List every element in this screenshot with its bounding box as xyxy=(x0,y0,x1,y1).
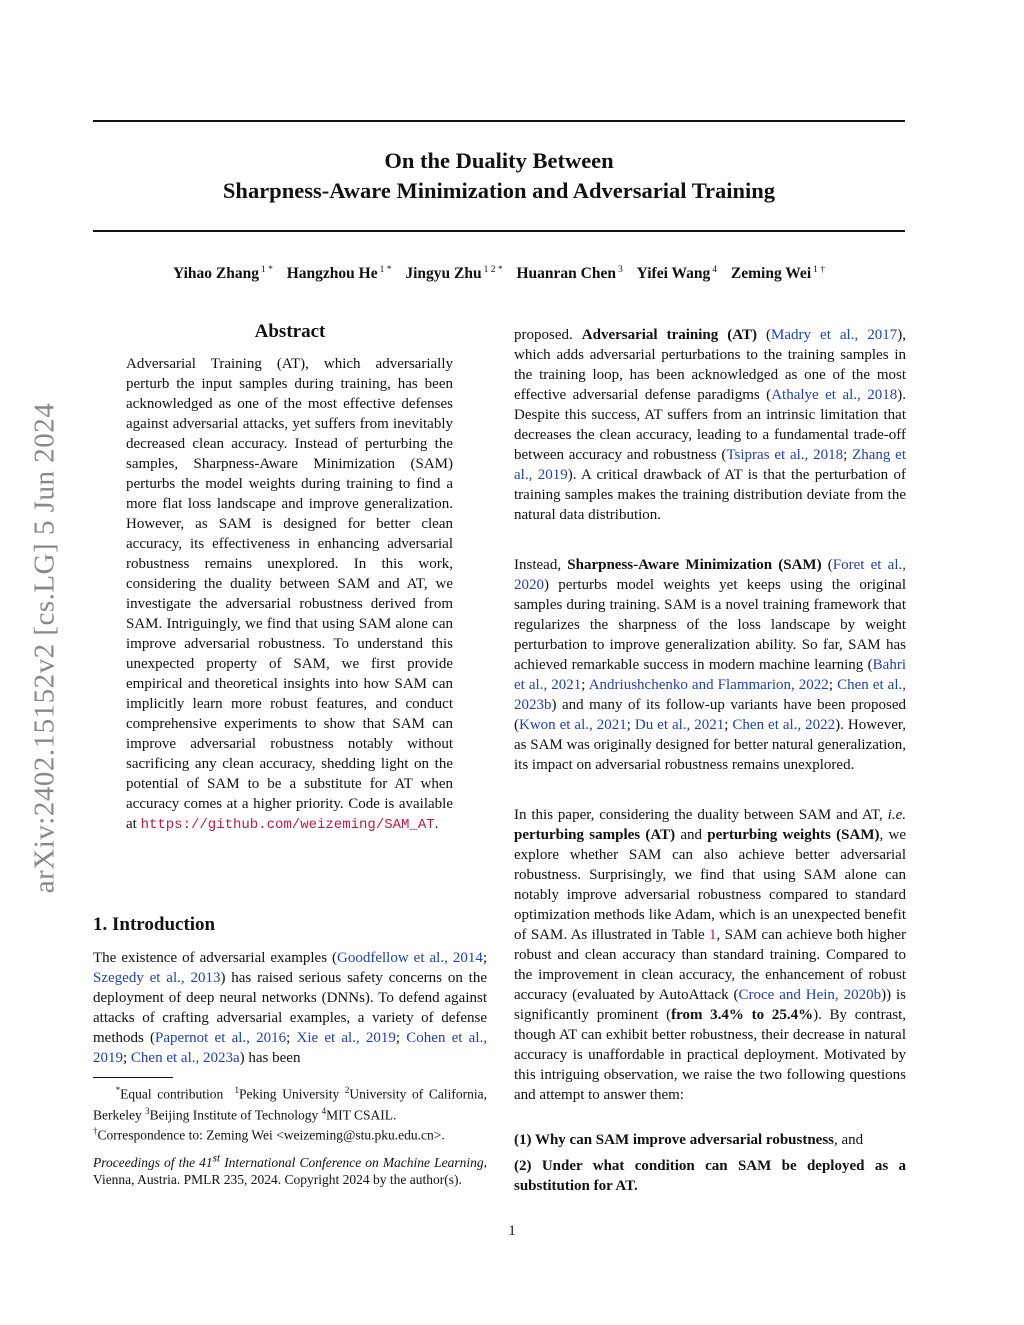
author-affiliation-marks: 4 xyxy=(712,265,718,275)
text: ; xyxy=(724,717,733,733)
research-question-2 xyxy=(514,1156,906,1196)
bold-text: from 3.4% to 25.4% xyxy=(671,1007,814,1023)
text: The existence of adversarial examples ( xyxy=(93,950,338,966)
arxiv-identifier: arXiv:2402.15152v2 [cs.LG] 5 Jun 2024 xyxy=(28,402,61,894)
bold-text: Sharpness-Aware Minimization (SAM) xyxy=(567,557,822,573)
text: , we explore whether SAM can also achieve better adversarial robustness. Surprisingly, we find that using SAM alone can notably improve adversarial robustness compared to standard optimization methods like Adam, which is an unexpected benefit of SAM. As illustrated in Table xyxy=(514,827,906,943)
bold-text: (1) Why can SAM improve adversarial robustness xyxy=(514,1132,835,1148)
text: ) and many of its follow-up variants have been proposed ( xyxy=(514,697,906,733)
paper-title xyxy=(93,146,905,206)
text: , Vienna, Austria. PMLR 235, 2024. Copyright 2024 by the author(s). xyxy=(93,1154,487,1187)
text: ; xyxy=(828,677,838,693)
text: ; xyxy=(581,677,589,693)
text: ), which adds adversarial perturbations to the training samples in the training loop, has been acknowledged as one of the most effective adversarial defense paradigms ( xyxy=(514,327,906,403)
title-line-2: Sharpness-Aware Minimization and Adversarial Training xyxy=(222,178,776,203)
text: Instead, xyxy=(514,557,568,573)
research-question-1 xyxy=(514,1130,906,1150)
author-affiliation-marks: 3 xyxy=(618,265,623,275)
author-name: Huanran Chen xyxy=(516,265,616,283)
bold-text: (2) Under what condition can SAM be deployed as a substitution for AT. xyxy=(514,1158,906,1194)
right-paragraph-2 xyxy=(514,555,906,775)
citation-link[interactable]: Athalye et al., 2018 xyxy=(771,387,898,403)
citation-link[interactable]: Chen et al., 2023b xyxy=(514,677,907,713)
text: and xyxy=(675,827,708,843)
citation-link[interactable]: Foret et al., 2020 xyxy=(514,557,906,593)
author xyxy=(287,265,392,282)
author xyxy=(637,265,717,282)
text: ; xyxy=(482,950,487,966)
text: proposed. xyxy=(514,327,582,343)
abstract-text: Adversarial Training (AT), which adversarially perturb the input samples during training, has been acknowledged as one of the most effective defenses against adversarial attacks, yet suffers from inevitably decreased clean accuracy. Instead of perturbing the samples, Sharpness-Aware Minimization (SAM) perturbs the model weights during training to find a more flat loss landscape and improve generalization. However, as SAM is designed for better clean accuracy, its effectiveness in enhancing adversarial robustness remains unexplored. In this work, considering the duality between SAM and AT, we investigate the adversarial robustness derived from SAM. Intriguingly, we find that using SAM alone can improve adversarial robustness. To understand this unexpected property of SAM, we first provide empirical and theoretical insights into how SAM can implicitly learn more robust features, and conduct comprehensive experiments to show that SAM can improve adversarial robustness notably without sacrificing any clean accuracy, shedding light on the potential of SAM to be a substitute for AT when accuracy comes at a higher priority. Code is available at xyxy=(126,356,453,832)
citation-link[interactable]: Madry et al., 2017 xyxy=(771,327,898,343)
text: 41 xyxy=(199,1154,213,1170)
citation-link[interactable]: Du et al., 2021 xyxy=(634,717,725,733)
citation-link[interactable]: Andriushchenko and Flammarion, 2022 xyxy=(588,677,829,693)
text: ). Despite this success, AT suffers from an intrinsic limitation that decreases the clean accuracy, leading to a fundamental trade-off between accuracy and robustness ( xyxy=(514,387,907,463)
citation-link[interactable]: Xie et al., 2019 xyxy=(296,1030,396,1046)
text: Beijing Institute of Technology xyxy=(149,1107,322,1122)
bold-text: Adversarial training (AT) xyxy=(581,327,758,343)
page-number: 1 xyxy=(508,1223,516,1239)
abstract-heading: Abstract xyxy=(254,321,326,342)
right-paragraph-1 xyxy=(514,325,906,525)
author-name: Yihao Zhang xyxy=(173,265,259,283)
code-link[interactable]: https://github.com/weizeming/SAM_AT xyxy=(140,817,435,833)
right-paragraph-3 xyxy=(514,805,906,1105)
citation-link[interactable]: Chen et al., 2023a xyxy=(130,1050,240,1066)
citation-link[interactable]: Szegedy et al., 2013 xyxy=(93,970,221,986)
text: Peking University xyxy=(239,1086,345,1102)
author-name: Zeming Wei xyxy=(730,265,812,283)
author-list xyxy=(93,265,905,283)
text: ) perturbs model weights yet keeps using the original samples during training. SAM is a novel training framework that regularizes the sharpness of the loss landscape by weight perturbation to improve generalization ability. So far, SAM has achieved remarkable success in modern machine learning ( xyxy=(514,577,906,673)
footnote xyxy=(93,1082,487,1144)
bold-text: perturbing samples (AT) xyxy=(514,827,676,843)
author xyxy=(405,265,502,282)
text: ). However, as SAM was originally designed for better natural generalization, its impact on adversarial robustness remains unexplored. xyxy=(514,717,906,773)
author-affiliation-marks: 1 † xyxy=(813,265,825,275)
footnote-mark: 1 xyxy=(234,1085,240,1095)
text: , SAM can achieve both higher robust and clean accuracy than standard training. Compared to the improvement in clean accuracy, the enhancement of robust accuracy (evaluated by AutoAttack ( xyxy=(514,927,906,1003)
text: Proceedings of the xyxy=(93,1154,200,1170)
title-rule-top xyxy=(93,120,905,122)
abstract-end: . xyxy=(434,816,439,832)
proceedings-note xyxy=(93,1150,487,1188)
text: )) is significantly prominent ( xyxy=(514,987,906,1023)
text: ) has raised serious safety concerns on the deployment of deep neural networks (DNNs). To defend against attacks of crafting adversarial examples, a variety of defense methods ( xyxy=(93,970,487,1046)
text: ; xyxy=(123,1050,131,1066)
author-name: Yifei Wang xyxy=(636,265,711,283)
citation-link[interactable]: Papernot et al., 2016 xyxy=(155,1030,287,1046)
author xyxy=(173,265,273,282)
footnote-mark: 3 xyxy=(145,1105,150,1116)
footnote-mark: 2 xyxy=(344,1085,350,1095)
text: ). By contrast, though AT can exhibit better robustness, their decrease in natural accuracy is unaffordable in practical deployment. Motivated by this intriguing observation, we raise the two following questions and attempt to answer them: xyxy=(514,1007,907,1103)
author-name: Jingyu Zhu xyxy=(405,265,482,283)
text: In this paper, considering the duality between SAM and AT, xyxy=(514,807,888,823)
citation-link[interactable]: Cohen et al., 2019 xyxy=(93,1030,487,1066)
section-heading-introduction: 1. Introduction xyxy=(93,914,216,935)
text: ). A critical drawback of AT is that the perturbation of training samples makes the training distribution deviate from the natural data distribution. xyxy=(514,467,906,523)
intro-paragraph xyxy=(93,948,487,1068)
title-line-1: On the Duality Between xyxy=(384,148,614,173)
citation-link[interactable]: Kwon et al., 2021 xyxy=(519,717,627,733)
author-affiliation-marks: 1 * xyxy=(261,265,273,275)
text: ; xyxy=(395,1030,407,1046)
author xyxy=(517,265,623,282)
text: ) has been xyxy=(239,1050,301,1066)
author-affiliation-marks: 1 * xyxy=(379,265,392,275)
text: University of California, Berkeley xyxy=(93,1086,487,1122)
footnote-mark: † xyxy=(93,1126,98,1136)
text: ; xyxy=(626,717,635,733)
author xyxy=(731,265,825,282)
bold-text: perturbing weights (SAM) xyxy=(707,827,880,843)
text: ; xyxy=(286,1030,297,1046)
abstract-body xyxy=(126,354,453,835)
text: MIT CSAIL. xyxy=(326,1107,397,1122)
footnote-mark: 4 xyxy=(321,1105,327,1116)
citation-link[interactable]: Zhang et al., 2019 xyxy=(514,447,907,483)
text: Equal contribution xyxy=(120,1086,229,1102)
footnote-rule xyxy=(93,1077,173,1078)
title-rule-bottom xyxy=(93,230,905,232)
citation-link[interactable]: Bahri et al., 2021 xyxy=(514,657,906,693)
citation-link[interactable]: Goodfellow et al., 2014 xyxy=(337,950,483,966)
author-affiliation-marks: 1 2 * xyxy=(483,265,503,275)
italic-text: i.e. xyxy=(887,807,906,823)
text: ( xyxy=(757,327,772,343)
citation-link[interactable]: Chen et al., 2022 xyxy=(732,717,836,733)
text: st xyxy=(212,1152,221,1164)
text: ; xyxy=(843,447,853,463)
text: Correspondence to: Zeming Wei <weizeming@stu.pku.edu.cn>. xyxy=(97,1127,445,1143)
text: International Conference on Machine Learning xyxy=(220,1154,484,1170)
text: ( xyxy=(821,557,833,573)
footnote-mark: * xyxy=(115,1085,121,1095)
citation-link[interactable]: Croce and Hein, 2020b xyxy=(738,987,882,1003)
author-name: Hangzhou He xyxy=(286,265,378,283)
text: , and xyxy=(834,1132,864,1148)
table-reference-link[interactable]: 1 xyxy=(709,927,717,943)
citation-link[interactable]: Tsipras et al., 2018 xyxy=(726,447,844,463)
